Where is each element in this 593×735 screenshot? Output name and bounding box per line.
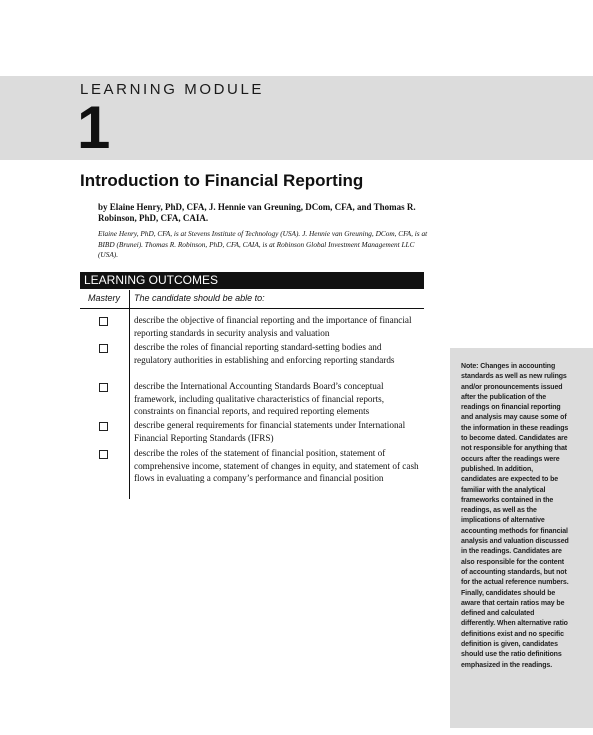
learning-outcome-5: describe the roles of the statement of financial position, statement of comprehensive income, statement of changes in equity, and statement of cash flows in evaluating a company’s performance and financial position — [134, 448, 419, 484]
note-text: Note: Changes in accounting standards as well as new rulings and/or pronouncements issued after the publication of the readings on financial reporting and analysis may cause some of the information in these readings to become dated. Candidates are not responsible for anything that occurs after the readings were published. In addition, candidates are expected to be familiar with the analytical frameworks contained in the readings, as well as the implications of alternative accounting methods for financial analysis and valuation discussed in the readings. Candidates are also responsible for the content of accounting standards, but not for the actual reference numbers. Finally, candidates should be aware that certain ratios may be defined and calculated differently. When alternative ratio definitions exist and no specific definition is given, candidates should use the ratio definitions emphasized in the readings. — [461, 363, 569, 669]
mastery-checkbox-1[interactable] — [99, 317, 108, 326]
column-divider — [129, 290, 130, 499]
mastery-checkbox-4[interactable] — [99, 422, 108, 431]
learning-outcome-3: describe the International Accounting Standards Board’s conceptual framework, including qualitative characteristics of financial reports, constraints on financial reports, and required reporting elements — [134, 381, 385, 417]
module-label: LEARNING MODULE — [80, 81, 265, 98]
mastery-checkbox-5[interactable] — [99, 450, 108, 459]
authors: by Elaine Henry, PhD, CFA, J. Hennie van Greuning, DCom, CFA, and Thomas R. Robinson, PhD, CFA, CAIA. — [98, 202, 416, 223]
mastery-checkbox-2[interactable] — [99, 344, 108, 353]
module-number: 1 — [77, 94, 111, 161]
mastery-column-header: Mastery — [88, 293, 121, 303]
candidate-column-header: The candidate should be able to: — [134, 293, 265, 303]
learning-outcome-4: describe general requirements for financial statements under International Financial Reporting Standards (IFRS) — [134, 420, 406, 443]
learning-outcome-1: describe the objective of financial reporting and the importance of financial reporting standards in security analysis and valuation — [134, 315, 412, 338]
mastery-checkbox-3[interactable] — [99, 383, 108, 392]
author-affiliations: Elaine Henry, PhD, CFA, is at Stevens Institute of Technology (USA). J. Hennie van Greuning, DCom, CFA, is at BIBD (Brunei). Thomas R. Robinson, PhD, CFA, CAIA, is at Robinson Global Investment Management LLC (USA). — [98, 229, 428, 259]
header-divider — [80, 308, 424, 309]
learning-outcomes-header: LEARNING OUTCOMES — [80, 272, 424, 289]
page-title: Introduction to Financial Reporting — [80, 171, 364, 190]
learning-outcome-2: describe the roles of financial reporting standard-setting bodies and regulatory authorities in establishing and enforcing reporting standards — [134, 342, 395, 365]
